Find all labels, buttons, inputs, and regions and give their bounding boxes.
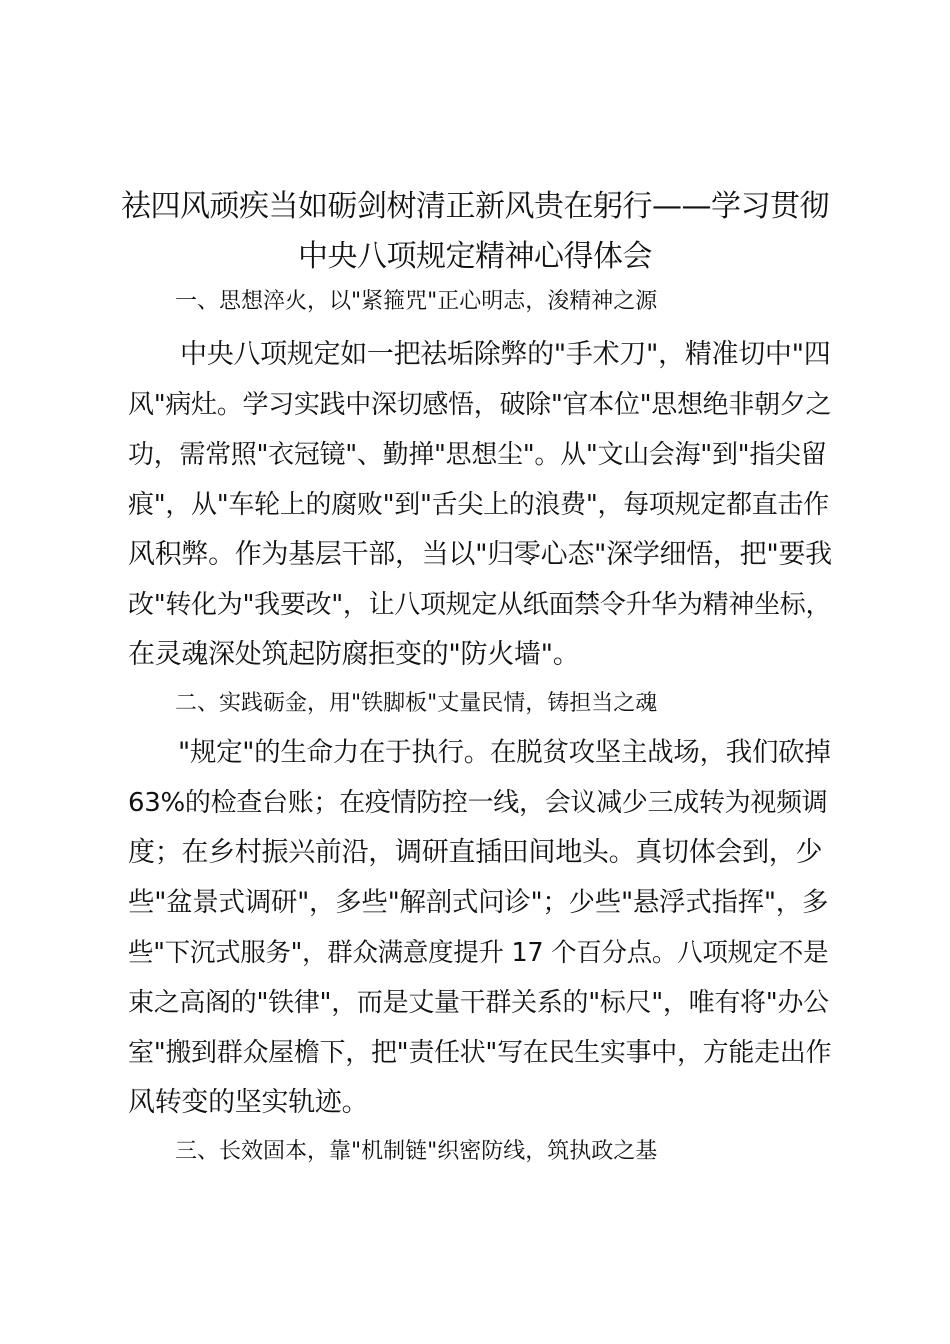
section-1-line-7: 在灵魂深处筑起防腐拒变的"防火墙"。 bbox=[128, 639, 580, 670]
section-2-line-1: "规定"的生命力在于执行。在脱贫攻坚主战场，我们砍掉 bbox=[178, 737, 831, 768]
section-1-line-1: 中央八项规定如一把祛垢除弊的"手术刀"，精准切中"四 bbox=[180, 339, 831, 370]
section-1-line-6: 改"转化为"我要改"，让八项规定从纸面禁令升华为精神坐标， bbox=[128, 590, 832, 620]
section-2-heading: 二、实践砺金，用"铁脚板"丈量民情，铸担当之魂 bbox=[175, 691, 658, 716]
section-2-line-6: 束之高阁的"铁律"，而是丈量干群关系的"标尺"，唯有将"办公 bbox=[128, 988, 829, 1018]
section-1-line-4: 痕"，从"车轮上的腐败"到"舌尖上的浪费"，每项规定都直击作 bbox=[128, 490, 829, 520]
section-2-line-4: 些"盆景式调研"，多些"解剖式问诊"；少些"悬浮式指挥"，多 bbox=[128, 887, 829, 918]
section-1-line-3: 功，需常照"衣冠镜"、勤掸"思想尘"。从"文山会海"到"指尖留 bbox=[128, 440, 827, 470]
section-2-line-7: 室"搬到群众屋檐下，把"责任状"写在民生实事中，方能走出作 bbox=[128, 1038, 832, 1068]
section-1-heading: 一、思想淬火，以"紧箍咒"正心明志，浚精神之源 bbox=[175, 289, 658, 314]
section-3-heading: 三、长效固本，靠"机制链"织密防线，筑执政之基 bbox=[175, 1139, 658, 1164]
section-2-line-8: 风转变的坚实轨迹。 bbox=[128, 1087, 369, 1118]
document-title-line-2: 中央八项规定精神心得体会 bbox=[298, 239, 652, 274]
section-1-line-2: 风"病灶。学习实践中深切感悟，破除"官本位"思想绝非朝夕之 bbox=[128, 390, 832, 420]
section-1-line-5: 风积弊。作为基层干部，当以"归零心态"深学细悟，把"要我 bbox=[128, 539, 832, 570]
section-2-line-3: 度；在乡村振兴前沿，调研直插田间地头。真切体会到，少 bbox=[128, 837, 823, 868]
section-2-line-5: 些"下沉式服务"，群众满意度提升 17 个百分点。八项规定不是 bbox=[128, 938, 829, 968]
document-title-line-1: 祛四风顽疾当如砺剑树清正新风贵在躬行——学习贯彻 bbox=[121, 189, 829, 224]
section-2-line-2: 63%的检查台账；在疫情防控一线，会议减少三成转为视频调 bbox=[128, 788, 828, 818]
